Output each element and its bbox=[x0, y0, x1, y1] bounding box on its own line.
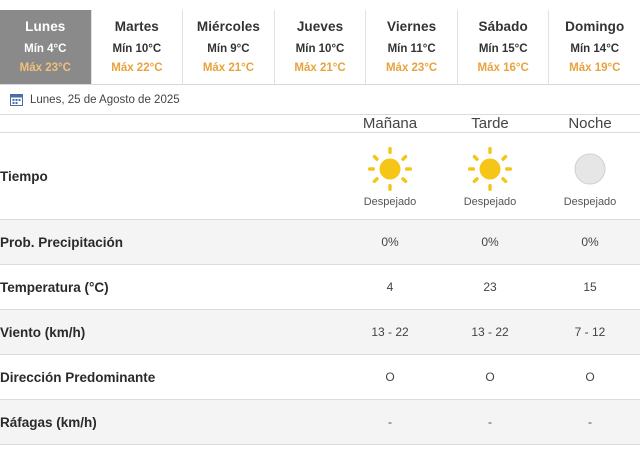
day-min-temp: Mín 11°C bbox=[387, 43, 436, 55]
day-name: Lunes bbox=[25, 19, 66, 34]
weather-cell-manana bbox=[340, 133, 440, 220]
table-header-row bbox=[0, 115, 640, 133]
precipitation-manana: 0% bbox=[340, 220, 440, 265]
day-max-temp: Máx 21°C bbox=[294, 62, 346, 74]
weather-condition: Despejado bbox=[463, 196, 517, 208]
direction-manana: O bbox=[340, 355, 440, 400]
precipitation-noche: 0% bbox=[540, 220, 640, 265]
gusts-noche: - bbox=[540, 400, 640, 445]
day-max-temp: Máx 19°C bbox=[569, 62, 621, 74]
wind-tarde: 13 - 22 bbox=[440, 310, 540, 355]
header-spacer bbox=[0, 115, 340, 133]
row-label-direction: Dirección Predominante bbox=[0, 355, 340, 400]
direction-noche: O bbox=[540, 355, 640, 400]
column-header-manana: Mañana bbox=[340, 115, 440, 133]
top-partial-text bbox=[0, 0, 640, 10]
day-max-temp: Máx 22°C bbox=[111, 62, 163, 74]
day-min-temp: Mín 14°C bbox=[570, 43, 620, 55]
temperature-tarde: 23 bbox=[440, 265, 540, 310]
table-row-gusts bbox=[0, 400, 640, 445]
gusts-manana: - bbox=[340, 400, 440, 445]
weather-condition: Despejado bbox=[363, 196, 417, 208]
day-tab-sabado[interactable] bbox=[458, 10, 550, 84]
moon-cloud-icon bbox=[540, 144, 640, 194]
table-row-temperature bbox=[0, 265, 640, 310]
day-name: Domingo bbox=[565, 19, 625, 34]
weather-cell-noche bbox=[540, 133, 640, 220]
day-min-temp: Mín 9°C bbox=[207, 43, 250, 55]
day-name: Jueves bbox=[296, 19, 344, 34]
gusts-tarde: - bbox=[440, 400, 540, 445]
weather-condition: Despejado bbox=[563, 196, 617, 208]
wind-manana: 13 - 22 bbox=[340, 310, 440, 355]
day-tab-domingo[interactable] bbox=[549, 10, 640, 84]
selected-date-text: Lunes, 25 de Agosto de 2025 bbox=[30, 93, 180, 106]
column-header-noche: Noche bbox=[540, 115, 640, 133]
day-min-temp: Mín 15°C bbox=[478, 43, 528, 55]
row-label-temperature: Temperatura (°C) bbox=[0, 265, 340, 310]
row-label-gusts: Ráfagas (km/h) bbox=[0, 400, 340, 445]
sun-icon bbox=[340, 144, 440, 194]
sun-icon bbox=[440, 144, 540, 194]
day-tab-miercoles[interactable] bbox=[183, 10, 275, 84]
row-label-precipitation: Prob. Precipitación bbox=[0, 220, 340, 265]
day-name: Sábado bbox=[478, 19, 528, 34]
day-max-temp: Máx 16°C bbox=[477, 62, 529, 74]
temperature-noche: 15 bbox=[540, 265, 640, 310]
forecast-table bbox=[0, 115, 640, 445]
wind-noche: 7 - 12 bbox=[540, 310, 640, 355]
day-min-temp: Mín 10°C bbox=[112, 43, 162, 55]
day-selector-strip[interactable] bbox=[0, 10, 640, 85]
day-tab-martes[interactable] bbox=[92, 10, 184, 84]
day-max-temp: Máx 21°C bbox=[202, 62, 255, 74]
direction-tarde: O bbox=[440, 355, 540, 400]
temperature-manana: 4 bbox=[340, 265, 440, 310]
column-header-tarde: Tarde bbox=[440, 115, 540, 133]
day-name: Martes bbox=[114, 19, 159, 34]
day-tab-lunes[interactable] bbox=[0, 10, 92, 84]
row-label-weather: Tiempo bbox=[0, 133, 340, 220]
day-max-temp: Máx 23°C bbox=[385, 62, 438, 74]
day-min-temp: Mín 10°C bbox=[295, 43, 345, 55]
calendar-icon bbox=[10, 93, 23, 106]
table-row-wind bbox=[0, 310, 640, 355]
table-row-precipitation bbox=[0, 220, 640, 265]
day-tab-viernes[interactable] bbox=[366, 10, 458, 84]
table-row-weather bbox=[0, 133, 640, 220]
day-max-temp: Máx 23°C bbox=[19, 62, 71, 74]
precipitation-tarde: 0% bbox=[440, 220, 540, 265]
day-tab-jueves[interactable] bbox=[275, 10, 367, 84]
day-name: Viernes bbox=[386, 19, 437, 34]
selected-date-bar bbox=[0, 85, 640, 115]
table-row-direction bbox=[0, 355, 640, 400]
weather-cell-tarde bbox=[440, 133, 540, 220]
day-name: Miércoles bbox=[196, 19, 261, 34]
row-label-wind: Viento (km/h) bbox=[0, 310, 340, 355]
day-min-temp: Mín 4°C bbox=[24, 43, 67, 55]
